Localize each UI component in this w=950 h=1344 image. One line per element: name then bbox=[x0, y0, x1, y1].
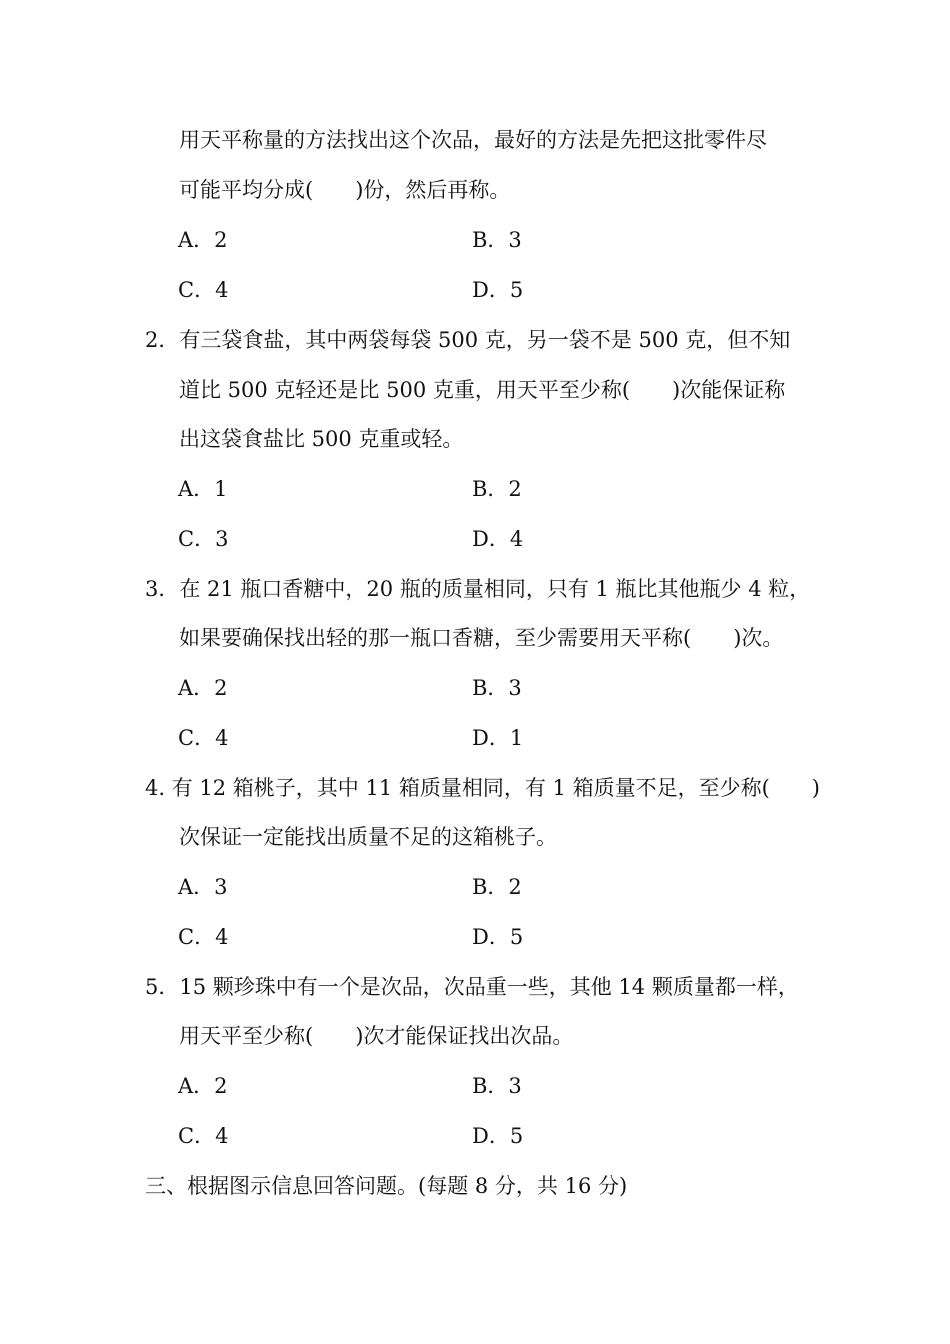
q2-option-c: C．3 bbox=[178, 527, 229, 551]
q2-option-d: D．4 bbox=[472, 527, 524, 551]
q1-stem-line1: 用天平称量的方法找出这个次品，最好的方法是先把这批零件尽 bbox=[179, 128, 767, 152]
q2-stem-line2: 道比 500 克轻还是比 500 克重，用天平至少称( )次能保证称 bbox=[179, 378, 786, 402]
q4-option-a: A．3 bbox=[178, 875, 228, 899]
q5-option-d: D．5 bbox=[472, 1124, 524, 1148]
q4-option-d: D．5 bbox=[472, 925, 524, 949]
q4-option-b: B．2 bbox=[472, 875, 522, 899]
q4-stem-line1: 4. 有 12 箱桃子，其中 11 箱质量相同，有 1 箱质量不足，至少称( ) bbox=[145, 776, 820, 800]
section-3-heading: 三、根据图示信息回答问题。(每题 8 分，共 16 分) bbox=[145, 1174, 628, 1198]
q5-option-a: A．2 bbox=[178, 1074, 228, 1098]
q5-stem-line1: 5．15 颗珍珠中有一个是次品，次品重一些，其他 14 颗质量都一样， bbox=[145, 975, 799, 999]
q5-option-b: B．3 bbox=[472, 1074, 522, 1098]
q1-stem-line2: 可能平均分成( )份，然后再称。 bbox=[179, 178, 511, 202]
q2-option-b: B．2 bbox=[472, 477, 522, 501]
q1-option-c: C．4 bbox=[178, 278, 229, 302]
q2-option-a: A．1 bbox=[178, 477, 228, 501]
q1-option-b: B．3 bbox=[472, 228, 522, 252]
q4-option-c: C．4 bbox=[178, 925, 229, 949]
q3-option-b: B．3 bbox=[472, 676, 522, 700]
q5-option-c: C．4 bbox=[178, 1124, 229, 1148]
q3-option-a: A．2 bbox=[178, 676, 228, 700]
q2-stem-line1: 2．有三袋食盐，其中两袋每袋 500 克，另一袋不是 500 克，但不知 bbox=[145, 328, 791, 352]
q3-stem-line2: 如果要确保找出轻的那一瓶口香糖，至少需要用天平称( )次。 bbox=[179, 626, 784, 650]
q1-option-d: D．5 bbox=[472, 278, 524, 302]
q4-stem-line2: 次保证一定能找出质量不足的这箱桃子。 bbox=[179, 825, 557, 849]
q1-option-a: A．2 bbox=[178, 228, 228, 252]
q3-option-d: D．1 bbox=[472, 726, 524, 750]
q5-stem-line2: 用天平至少称( )次才能保证找出次品。 bbox=[179, 1024, 574, 1048]
q2-stem-line3: 出这袋食盐比 500 克重或轻。 bbox=[179, 427, 464, 451]
q3-stem-line1: 3．在 21 瓶口香糖中，20 瓶的质量相同，只有 1 瓶比其他瓶少 4 粒， bbox=[145, 577, 811, 601]
q3-option-c: C．4 bbox=[178, 726, 229, 750]
